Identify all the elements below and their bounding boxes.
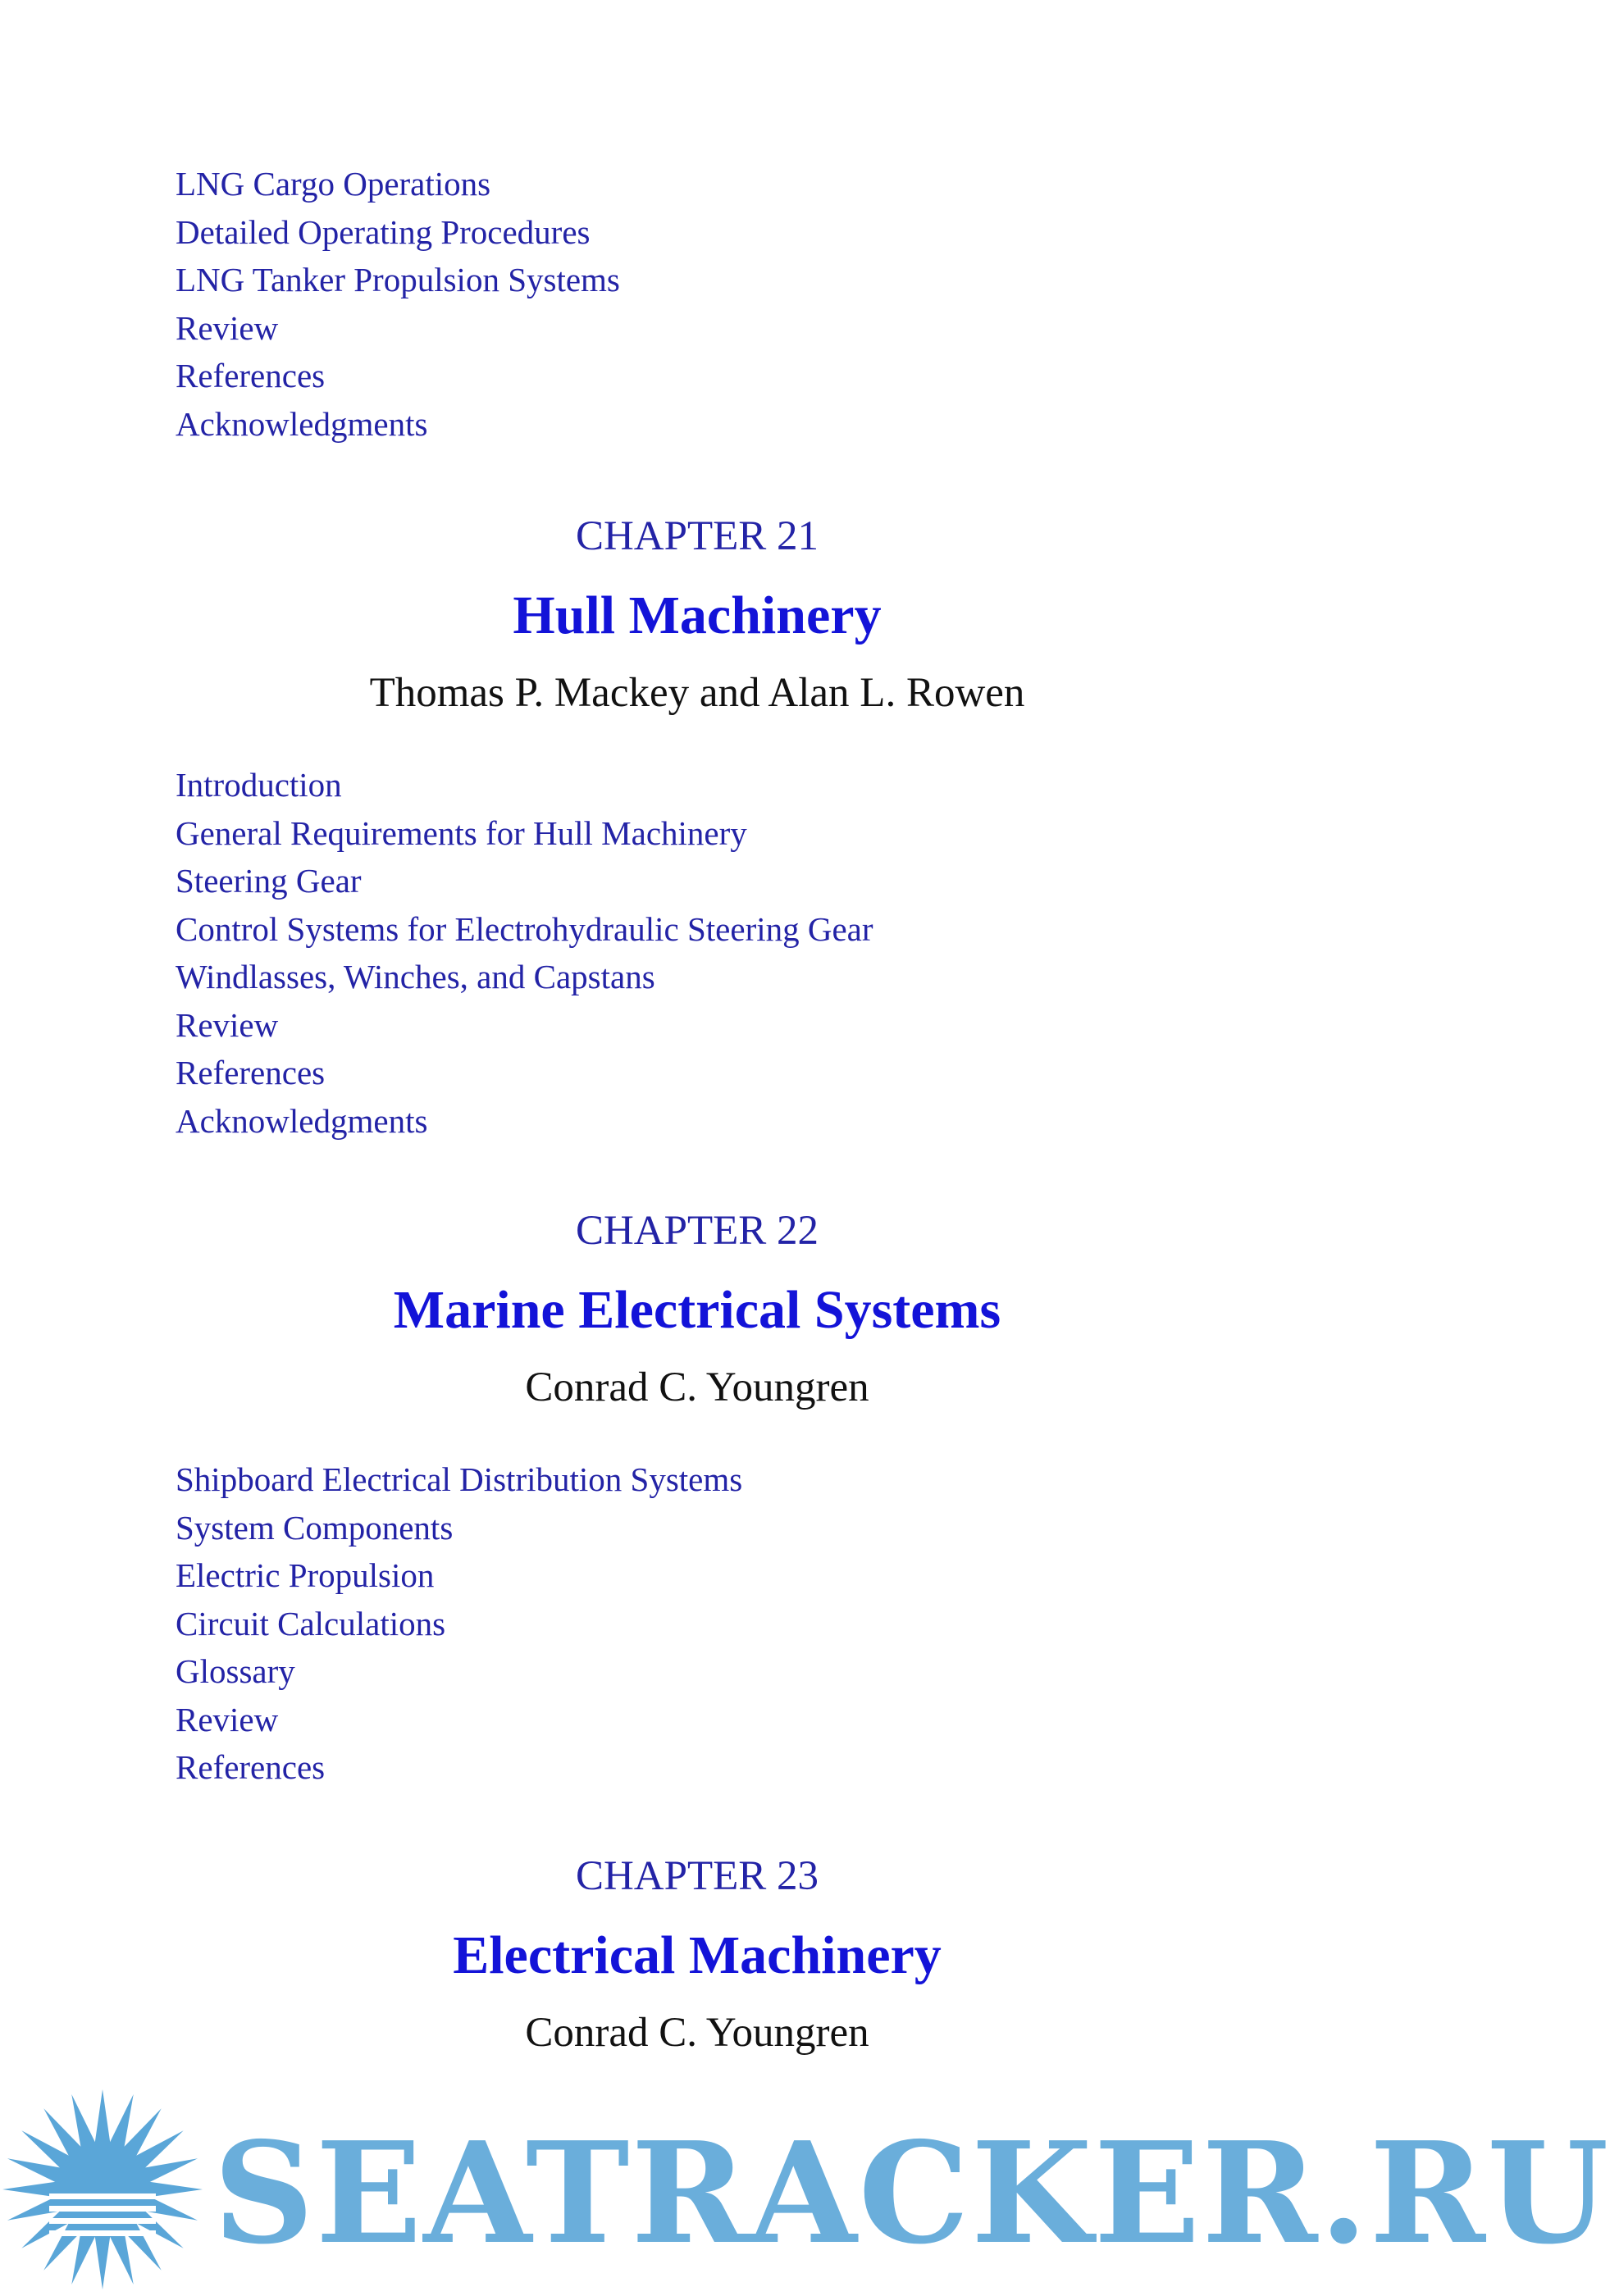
toc-link[interactable]: Glossary [176,1652,295,1690]
chapter-23-title[interactable]: Electrical Machinery [453,1925,942,1985]
toc-entry[interactable] [176,857,873,905]
toc-link[interactable]: Review [176,1700,279,1738]
toc-entry[interactable] [176,1696,742,1744]
toc-entry[interactable] [176,1551,742,1600]
toc-link[interactable]: References [176,1748,326,1786]
toc-link[interactable]: System Components [176,1508,454,1547]
chapter-22-toc [176,1456,742,1792]
toc-link[interactable]: Review [176,1005,279,1044]
toc-entry[interactable] [176,809,873,858]
chapter-22-title[interactable]: Marine Electrical Systems [393,1280,1001,1340]
chapter-22-authors: Conrad C. Youngren [525,1364,869,1410]
toc-entry[interactable] [176,304,620,353]
toc-link[interactable]: Circuit Calculations [176,1604,446,1642]
toc-entry[interactable] [176,1097,873,1146]
toc-link[interactable]: Shipboard Electrical Distribution Systems [176,1460,743,1498]
toc-entry[interactable] [176,1456,742,1504]
toc-entry[interactable] [176,1743,742,1792]
toc-link[interactable]: Introduction [176,766,342,804]
toc-link[interactable]: References [176,357,326,394]
toc-link[interactable]: General Requirements for Hull Machinery [176,813,747,852]
toc-link[interactable]: Electric Propulsion [176,1556,435,1594]
prior-section-toc [176,160,620,448]
toc-link[interactable]: Acknowledgments [176,404,428,443]
chapter-21-authors: Thomas P. Mackey and Alan L. Rowen [369,670,1025,716]
toc-entry[interactable] [176,1647,742,1696]
toc-entry[interactable] [176,953,873,1001]
toc-link[interactable]: Steering Gear [176,862,362,900]
sun-icon [2,2089,203,2289]
toc-link[interactable]: Acknowledgments [176,1101,428,1140]
toc-entry[interactable] [176,352,620,400]
toc-entry[interactable] [176,761,873,809]
chapter-21-title[interactable]: Hull Machinery [513,585,882,645]
toc-entry[interactable] [176,1504,742,1552]
toc-link[interactable]: LNG Cargo Operations [176,165,491,203]
toc-link[interactable]: Detailed Operating Procedures [176,212,591,251]
toc-link[interactable]: LNG Tanker Propulsion Systems [176,261,620,298]
toc-link[interactable]: Review [176,308,279,347]
watermark-text: SEATRACKER.RU [213,2112,1610,2276]
toc-entry[interactable] [176,160,620,208]
toc-entry[interactable] [176,1600,742,1648]
toc-entry[interactable] [176,400,620,449]
toc-entry[interactable] [176,1001,873,1050]
chapter-21-label: CHAPTER 21 [575,513,819,559]
toc-entry[interactable] [176,208,620,257]
chapter-22-label: CHAPTER 22 [575,1208,819,1254]
toc-entry[interactable] [176,256,620,304]
toc-link[interactable]: References [176,1054,326,1091]
chapter-21-toc [176,761,873,1145]
toc-link[interactable]: Control Systems for Electrohydraulic Steering Gear [176,909,873,948]
toc-entry[interactable] [176,1049,873,1097]
toc-entry[interactable] [176,905,873,954]
chapter-23-authors: Conrad C. Youngren [525,2010,869,2056]
toc-link[interactable]: Windlasses, Winches, and Capstans [176,958,655,995]
chapter-23-label: CHAPTER 23 [575,1853,819,1899]
